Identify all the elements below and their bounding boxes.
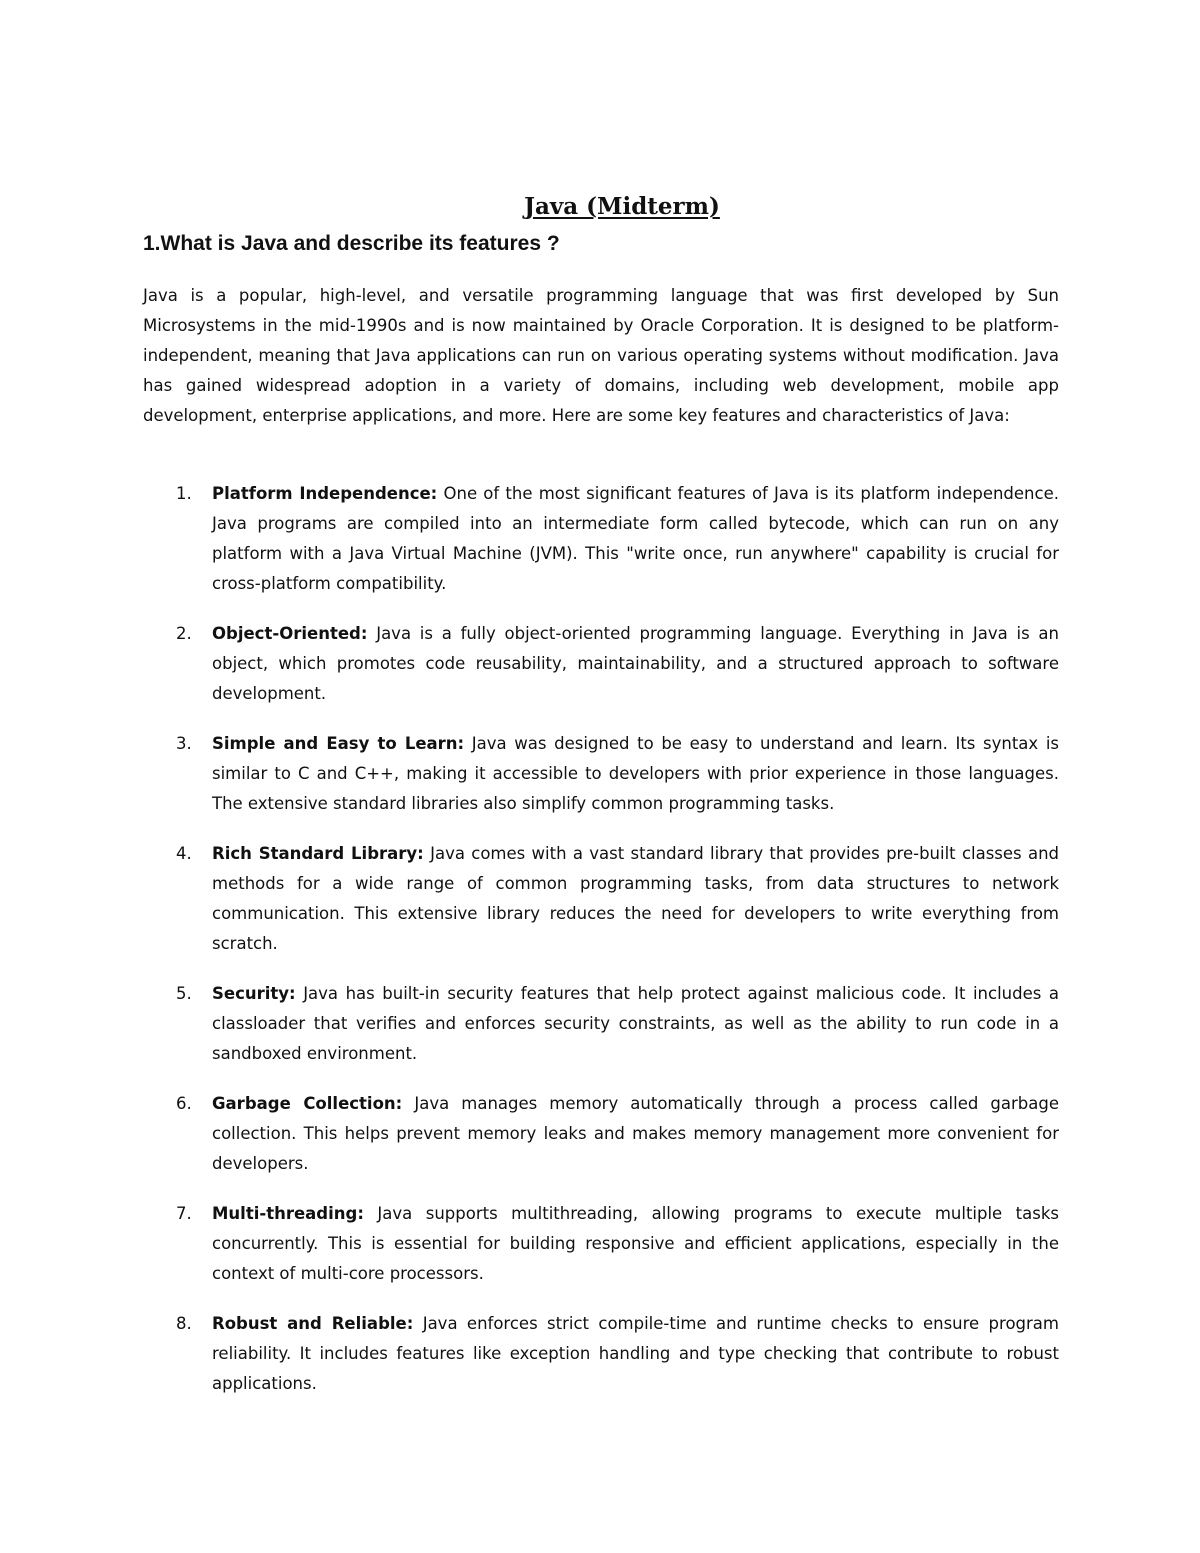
feature-item [143, 1089, 1059, 1179]
question-heading: 1.What is Java and describe its features ? [143, 232, 560, 255]
feature-item [143, 619, 1059, 709]
feature-name: Platform Independence: [212, 484, 438, 503]
feature-item [143, 1309, 1059, 1399]
feature-description: Java is a fully object-oriented programming language. Everything in Java is an object, which promotes code reusability, maintainability, and a structured approach to software development. [212, 624, 1060, 703]
feature-name: Robust and Reliable: [212, 1314, 414, 1333]
feature-description: Java enforces strict compile-time and runtime checks to ensure program reliability. It includes features like exception handling and type checking that contribute to robust applications. [212, 1314, 1059, 1393]
feature-number: 4. [176, 844, 192, 863]
feature-item [143, 729, 1059, 819]
feature-name: Security: [212, 984, 296, 1003]
feature-name: Object-Oriented: [212, 624, 368, 643]
feature-number: 6. [176, 1094, 192, 1113]
feature-name: Garbage Collection: [212, 1094, 403, 1113]
feature-item [143, 479, 1059, 599]
feature-number: 5. [176, 984, 192, 1003]
feature-number: 3. [176, 734, 192, 753]
feature-description: Java manages memory automatically through a process called garbage collection. This helps prevent memory leaks and makes memory management more convenient for developers. [212, 1094, 1059, 1173]
document-title: Java (Midterm) [524, 193, 720, 220]
feature-description: Java has built-in security features that help protect against malicious code. It includes a classloader that verifies and enforces security constraints, as well as the ability to run code in a sandboxed environment. [212, 984, 1059, 1063]
feature-description: Java supports multithreading, allowing programs to execute multiple tasks concurrently. This is essential for building responsive and efficient applications, especially in the context of multi-core processors. [212, 1204, 1060, 1283]
feature-name: Multi-threading: [212, 1204, 364, 1223]
feature-item [143, 1199, 1059, 1289]
feature-description: Java comes with a vast standard library that provides pre-built classes and methods for a wide range of common programming tasks, from data structures to network communication. This extensive library reduces the need for developers to write everything from scratch. [212, 844, 1059, 953]
feature-description: Java was designed to be easy to understand and learn. Its syntax is similar to C and C++, making it accessible to developers with prior experience in those languages. The extensive standard libraries also simplify common programming tasks. [212, 734, 1059, 813]
feature-name: Simple and Easy to Learn: [212, 734, 465, 753]
feature-list [143, 479, 1059, 1419]
feature-description: One of the most significant features of Java is its platform independence. Java programs are compiled into an intermediate form called bytecode, which can run on any platform with a Java Virtual Machine (JVM). This "write once, run anywhere" capability is crucial for cross-platform compatibility. [212, 484, 1059, 593]
feature-item [143, 839, 1059, 959]
feature-number: 1. [176, 484, 192, 503]
intro-paragraph: Java is a popular, high-level, and versatile programming language that was first developed by Sun Microsystems in the mid-1990s and is now maintained by Oracle Corporation. It is designed to be platform-independent, meaning that Java applications can run on various operating systems without modification. Java has gained widespread adoption in a variety of domains, including web development, mobile app development, enterprise applications, and more. Here are some key features and characteristics of Java: [143, 286, 1059, 425]
feature-number: 2. [176, 624, 192, 643]
feature-number: 7. [176, 1204, 192, 1223]
feature-number: 8. [176, 1314, 192, 1333]
feature-name: Rich Standard Library: [212, 844, 424, 863]
feature-item [143, 979, 1059, 1069]
